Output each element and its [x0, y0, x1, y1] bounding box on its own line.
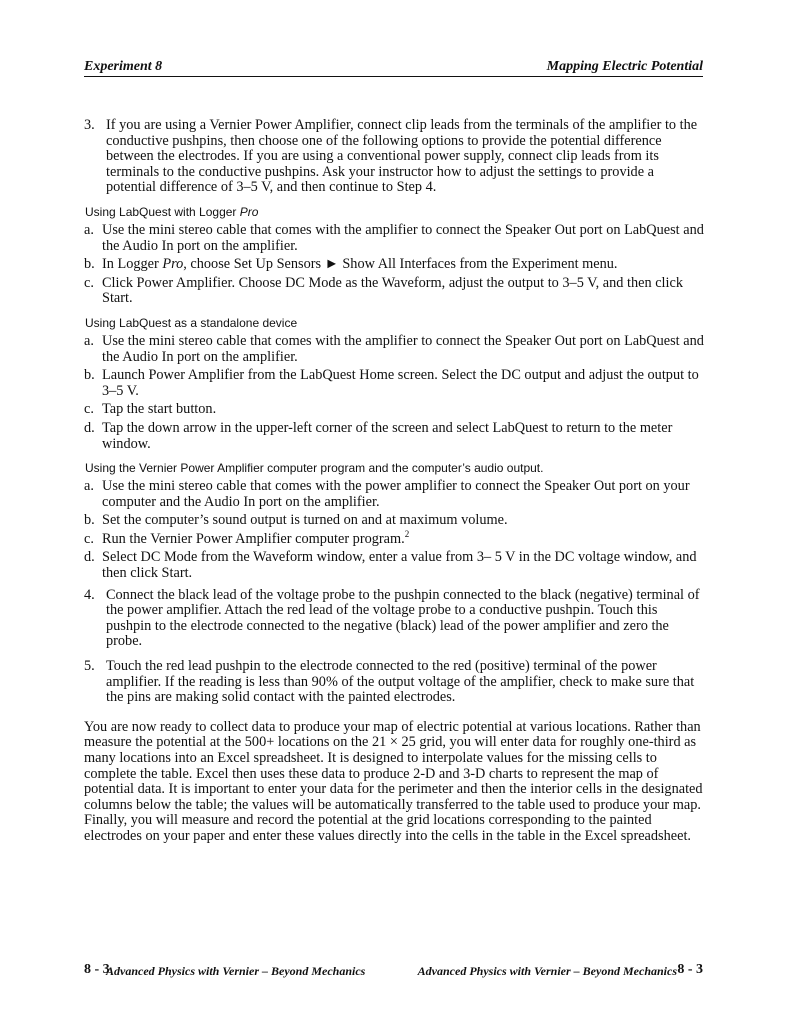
- substep: [84, 402, 706, 418]
- substep-letter: a.: [84, 221, 94, 238]
- substep-text: Run the Vernier Power Amplifier computer program.: [102, 530, 405, 547]
- substep-letter: b.: [84, 512, 95, 529]
- substep-text: Set the computer’s sound output is turned on and at maximum volume.: [102, 512, 508, 529]
- substep-text: Use the mini stereo cable that comes with the power amplifier to connect the Speaker Out port on your computer and the Audio In port on the amplifier.: [102, 478, 690, 510]
- substep-text: Tap the start button.: [102, 401, 217, 418]
- step-number: 4.: [84, 586, 95, 603]
- substep: [84, 368, 706, 399]
- header-experiment-title: Mapping Electric Potential: [546, 59, 703, 74]
- substep: [84, 479, 706, 510]
- footer-book-title-right: Advanced Physics with Vernier – Beyond Mechanics: [417, 964, 677, 978]
- option-heading: [85, 205, 706, 219]
- option-heading-italic: Pro: [239, 204, 259, 219]
- substep-letter: b.: [84, 256, 95, 273]
- footer-book-title-left: Advanced Physics with Vernier – Beyond Mechanics: [106, 964, 366, 978]
- step-number: 3.: [84, 117, 95, 133]
- substep-text: Use the mini stereo cable that comes with the amplifier to connect the Speaker Out port on LabQuest and the Audio In port on the amplifier.: [102, 332, 704, 365]
- option-heading: Using LabQuest as a standalone device: [85, 315, 298, 330]
- substep-text: Tap the down arrow in the upper-left corner of the screen and select LabQuest to return to the meter window.: [102, 419, 673, 452]
- header-experiment-number: Experiment 8: [84, 59, 163, 74]
- footnote-marker: 2: [404, 529, 410, 540]
- substep: [84, 334, 706, 365]
- substep-letter: c.: [84, 530, 94, 547]
- substep-letter: a.: [84, 332, 94, 349]
- option-heading-text: Using LabQuest with Logger: [85, 204, 237, 219]
- substep: [84, 513, 706, 529]
- substep-text: Select DC Mode from the Waveform window, enter a value from 3– 5 V in the DC voltage window, and then click Start.: [102, 549, 697, 582]
- substep-letter: d.: [84, 419, 95, 436]
- substep-text: Use the mini stereo cable that comes with the amplifier to connect the Speaker Out port on LabQuest and the Audio In port on the amplifier.: [102, 221, 704, 254]
- substep-letter: c.: [84, 401, 94, 418]
- substep-letter: c.: [84, 274, 94, 291]
- closing-paragraph: You are now ready to collect data to produce your map of electric potential at various locations. Rather than measure the potential at the 500+ locations on the 21 × 25 grid, you will enter data for roughly one-third as many locations into an Excel spreadsheet. It is designed to interpolate values for the missing cells to complete the table. Excel then uses these data to produce 2-D and 3-D charts to represent the map of potential data. It is important to enter your data for the perimeter and then the interior cells in the designated columns below the table; the values will be automatically transferred to the table used to produce your map. Finally, you will measure and record the potential at the grid locations corresponding to the painted electrodes on your paper and enter these values directly into the cells in the table in the Excel spreadsheet.: [84, 718, 703, 844]
- option-logger-pro: [84, 205, 706, 307]
- step-number: 5.: [84, 658, 95, 675]
- step-5: [84, 659, 706, 706]
- step-text: Touch the red lead pushpin to the electrode connected to the red (positive) terminal of the power amplifier. If the reading is less than 90% of the output voltage of the amplifier, check to make sure that the pins are making solid contact with the painted electrodes.: [106, 658, 695, 706]
- page-footer: [84, 962, 703, 978]
- step-3: [84, 118, 706, 196]
- step-text: Connect the black lead of the voltage probe to the pushpin connected to the black (negative) terminal of the power amplifier. Attach the red lead of the voltage probe to a conductive pushpin. Touch this pushpin to the electrode connected to the negative (black) lead of the power amplifier and zero the probe.: [106, 586, 700, 650]
- page-content: [84, 118, 706, 845]
- substep-text-post: , choose Set Up Sensors ► Show All Interfaces from the Experiment menu.: [183, 256, 618, 273]
- substep-text-italic: Pro: [162, 256, 184, 273]
- substep: [84, 276, 706, 307]
- substep: [84, 421, 706, 452]
- footer-page-number-right: 8 - 3: [677, 962, 703, 977]
- substep-letter: b.: [84, 367, 95, 384]
- substep-text: Launch Power Amplifier from the LabQuest Home screen. Select the DC output and adjust the output to 3–5 V.: [102, 367, 699, 399]
- substep-letter: d.: [84, 549, 95, 566]
- substep: [84, 529, 706, 548]
- substep: [84, 550, 706, 581]
- substep: [84, 257, 706, 273]
- option-heading: Using the Vernier Power Amplifier computer program and the computer’s audio output.: [85, 461, 544, 476]
- option-computer-program: [84, 461, 706, 582]
- page-header: [84, 58, 703, 77]
- footer-page-number-left: 8 - 3: [84, 962, 110, 977]
- substep: [84, 223, 706, 254]
- step-4: [84, 588, 706, 650]
- substep-text-pre: In Logger: [102, 256, 163, 273]
- substep-letter: a.: [84, 478, 94, 495]
- substep-text: Click Power Amplifier. Choose DC Mode as the Waveform, adjust the output to 3–5 V, and then click Start.: [102, 274, 683, 307]
- step-text: If you are using a Vernier Power Amplifier, connect clip leads from the terminals of the amplifier to the conductive pushpins, then choose one of the following options to provide the potential difference between the electrodes. If you are using a conventional power supply, connect clip leads from its terminals to the conductive pushpins. Ask your instructor how to adjust the settings to provide a potential difference of 3–5 V, and then continue to Step 4.: [106, 117, 698, 196]
- option-labquest-standalone: [84, 316, 706, 452]
